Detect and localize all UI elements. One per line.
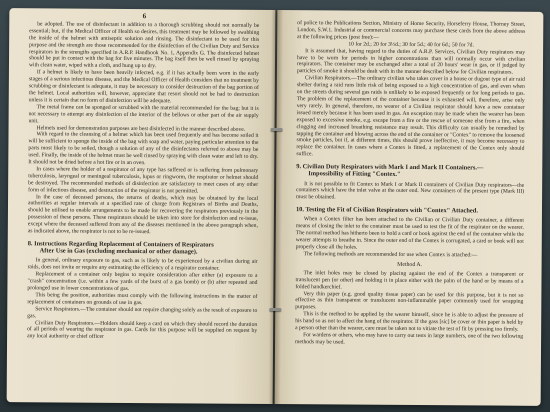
paragraph: This is the method to be applied by the wearer himself, since he is able to adjust the pressure of his hand so as not to affect the hang of the respirator. If the gass [sic] be cover or thin paper is held by a person other than the wearer, care must be taken not to vitiate the test of fit by pressing too firmly. (295, 311, 524, 333)
section-9-heading-line2: Impossibility of Fitting "Contex." (308, 170, 401, 179)
section-10-heading: 10. Testing the Fit of Civilian Respirators with "Contex" Attached. (295, 206, 478, 215)
paragraph: In cases where the holder of a respirator of any type has suffered or is suffering from pulmonary tuberculosis, laryngeal or meningeal tuberculosis, lupus or ringworm, the respirator or helmet should be destroyed. The recommended methods of disinfection are satisfactory to meet cases of any other form of infectious disease, and destruction of the respirator is not permitted. (28, 166, 259, 195)
paragraph: This being the position, authorities must comply with the following instructions in the matter of replacement of containers on grounds of use in gas. (27, 292, 258, 306)
paragraph: Replacement of a container only begins to require consideration after either (a) exposure to a "crash" concentration (i.e. within a few yards of the burst of a gas bomb) or (b) after repeated and prolonged use in lower concentrations of gas. (27, 271, 258, 293)
paragraph: With regard to the cleansing of a helmet which has been used frequently and has become soiled it will be sufficient to sponge the inside of the bag with soap and water, paying particular attention to the parts most likely to be soiled, though a solution of any of the disinfectants referred to above may be used. Finally, the inside of the helmet must be well rinsed by spraying with clean water and left to dry. It should not be dried before a hot fire or in an oven. (28, 131, 259, 167)
paragraph: The inlet holes may be closed by placing against the end of the Contex a transparent or translucent pen (or other) and holding it in place either with the palm of the hand or by means of a folded handkerchief. (295, 269, 524, 291)
paragraph: Service Respirators.—The container should not require changing solely as the result of exposure to gas. (27, 306, 258, 319)
paragraph: be adopted. The use of disinfectant in addition to a thorough scrubbing should not normally be essential; but, if the Medical Officer of Health so desires, this treatment may be followed by swabbing the inside of the helmet with antiseptic solution and rinsing. The disinfectant to be used for this purpose and the strength are those recommended for the disinfection of the Civilian Duty and Service respirators in the strengths specified in A.R.P. Handbook No. 1, Appendix G. The disinfected helmet should be put in contact with the bag for five minutes. The bag itself then be well rinsed by spraying with clean water, wiped with a cloth, and hung up to dry. (28, 21, 260, 70)
right-page (275, 10, 544, 406)
paragraph: In the case of deceased persons, the returns of deaths, which may be obtained by the local authorities at regular intervals at a specified rate of charge from Registrars of Births and Deaths, should be utilised to enable arrangements to be made for recovering the respirators previously in the possession of these persons. These respirators should be taken into store for disinfection and re-issue, except where the deceased suffered from any of the diseases mentioned in the above paragraph when, as indicated above, the respirator is not to be re-issued. (27, 193, 259, 236)
section-8-heading-line2: After Use in Gas (excluding mechanical or other damage). (39, 247, 198, 256)
paragraph: Helmets used for demonstration purposes are best disinfected in the manner described above. (36, 124, 246, 133)
price-list: 10 for 2d.; 20 for 3½d.; 30 for 5d.; 40 for 6d.; 50 for 7d. (348, 41, 474, 49)
paragraph: In general, ordinary exposure to gas, such as is likely to be experienced by a civilian during air raids, does not invite or require any estimating the efficiency of a respirator container. (27, 257, 258, 272)
paragraph: The metal frame can be sponged or scrubbed with the material recommended for the bag; but it is not necessary to attempt any disinfection of the interior of the bellows or other part of the air supply unit. (28, 104, 259, 124)
section-9-heading (296, 163, 524, 179)
paragraph: For wardens or others, who may have to carry out tests in large numbers, one of the two following methods may be used. (295, 332, 524, 346)
open-booklet (7, 8, 544, 406)
left-page-content (27, 12, 260, 398)
paragraph: When a Contex filter has been attached to the Civilian or Civilian Duty container, a different means of closing the inlet to the container must be used to test the fit of the respirator on the wearer. The normal method has hitherto been to hold a card or book against the end of the container while the wearer attempts to breathe in. Since the outer end of the Contex is corrugated, a card or book will not properly close all the holes. (295, 216, 524, 251)
paragraph: It is assumed that, having regard to the duties of A.R.P. Services, Civilian Duty respirators may have to be worn for periods in higher concentrations than will normally occur with civilian respirators. The container may be exchanged after a total of 20 hours' wear in gas, or if judged by particles of smoke it should be dealt with in the manner described below for Civilian respirators. (296, 47, 526, 77)
method-a-heading: Method A. (397, 261, 423, 268)
paragraph: Civilian Respirators.—The ordinary civilian who takes cover in a house or dugout type of air raid shelter during a raid runs little risk of being exposed to a high concentration of gas, and even when on the streets during several gas raids is unlikely to be exposed frequently or for long periods to gas. The problem of the replacement of the container because it is exhausted will, therefore, arise only very rarely. In general, therefore, no wearer of a Civilian respirator should have a new container issued merely because it has been used in gas. An exception may be made when the wearer has been exposed to excessive smoke, e.g. escape from a fire or the rescue of someone else from a fire, when clogging and increased breathing resistance may result. This difficulty can usually be remedied by tapping the container and blowing across the end of the container or "Contex" to remove the loosened smoke particles, but if, at different times, this should prove ineffective, it may become necessary to replace the container. In cases where a Contex is fitted, a replacement of the Contex only should suffice. (296, 75, 525, 158)
paragraph: Civilian Duty Respirators.—Holders should keep a card on which they should record the duration of all periods of wearing the respirator in gas. Cards for this purpose will be supplied on request by any local authority or chief officer (27, 319, 258, 341)
section-9-heading-line1: 9. Civilian Duty Respirators with Mark I and Mark II Containers.— (296, 163, 484, 172)
paragraph: If a helmet is likely to have been heavily infected, e.g. if it has actually been worn in the early stages of a serious infectious disease, and the Medical Officer of Health considers that no treatment by scrubbing or disinfectant is adequate, it may be necessary to consider destruction of the bag portion of the helmet. Local authorities will, however, appreciate that resort should not be had to destruction unless it is certain that no form of disinfection will be adequate. (28, 69, 259, 105)
left-page (7, 8, 276, 404)
paragraph: Very thin paper (e.g. good quality tissue paper) can be used for this purpose, but it is not so effective as thin transparent or translucent non-inflammable paper commonly used for wrapping purposes. (295, 290, 524, 311)
paragraph: The following methods are recommended for use when Contex is attached:— (303, 251, 478, 259)
section-8-heading-line1: 8. Instructions Regarding Replacement of Containers of Respirators (27, 240, 214, 249)
paragraph: It is not possible to fit Contex to Mark I or Mark II containers of Civilian Duty respirators—the containers which have the inlet valve at the outer end. New containers of the present type (Mark III) must be obtained. (296, 180, 525, 201)
paragraph: of police to the Publications Section, Ministry of Home Security, Horseferry House, Thorney Street, London, S.W.1. Industrial or commercial concerns may purchase these cards from the above address at the following prices (post free):— (297, 20, 526, 41)
section-8-heading (28, 240, 258, 256)
page-number: 6 (142, 12, 147, 21)
right-page-content (295, 20, 526, 400)
staple-bottom (269, 308, 281, 311)
staple-top (271, 128, 283, 131)
